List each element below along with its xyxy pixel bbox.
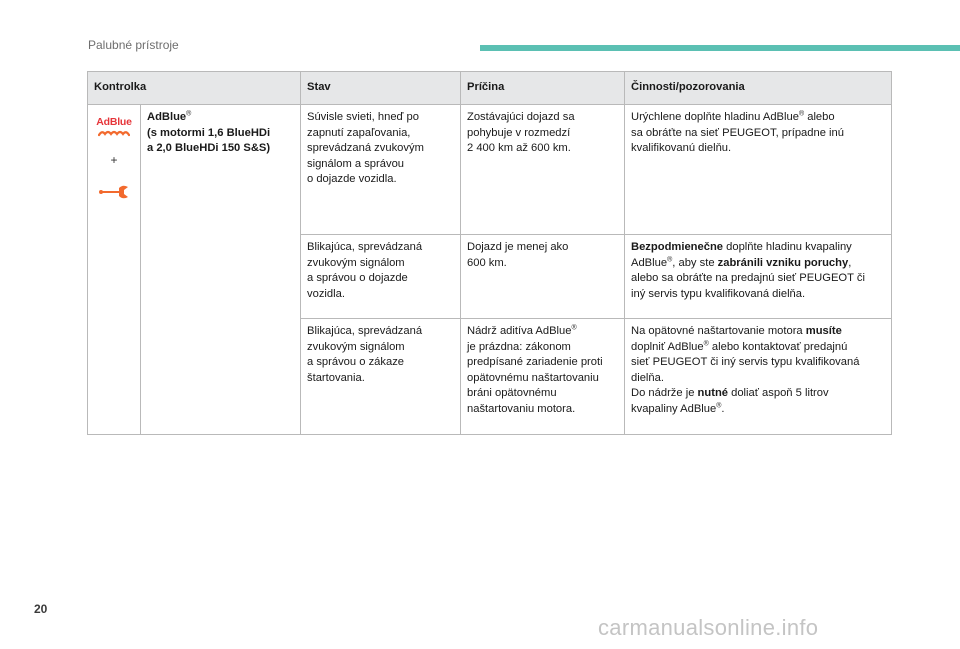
stav-cell: [301, 105, 461, 235]
pricina-line: 600 km.: [467, 256, 507, 269]
warning-lights-table: [87, 71, 892, 435]
column-header-kontrolka: Kontrolka: [88, 72, 301, 105]
cinnosti-text: Do nádrže je: [631, 387, 698, 400]
section-accent-bar: [480, 45, 960, 51]
table-header-row: [88, 72, 892, 105]
cinnosti-text: iný servis typu kvalifikovaná dielňa.: [631, 287, 806, 300]
column-header-cinnosti: Činnosti/pozorovania: [625, 72, 892, 105]
cinnosti-text: alebo sa obráťte na predajnú sieť PEUGEOT či: [631, 272, 865, 285]
cinnosti-text: AdBlue: [631, 256, 668, 269]
stav-line: Blikajúca, sprevádzaná: [307, 325, 423, 337]
indicator-icon-cell: [88, 105, 141, 435]
registered-mark: ®: [703, 339, 709, 347]
stav-line: a správou o dojazde: [307, 272, 408, 285]
column-header-pricina: Príčina: [461, 72, 625, 105]
stav-cell: [301, 319, 461, 435]
pricina-line: Zostávajúci dojazd sa: [467, 111, 575, 123]
pricina-cell: [461, 105, 625, 235]
cinnosti-text: Na opätovné naštartovanie motora: [631, 325, 806, 337]
pricina-line: bráni opätovnému: [467, 387, 557, 400]
stav-line: Súvisle svieti, hneď po: [307, 111, 419, 123]
stav-line: zvukovým signálom: [307, 256, 405, 269]
pricina-line: je prázdna: zákonom: [467, 340, 571, 353]
stav-line: a správou o zákaze: [307, 356, 405, 369]
table-row: [88, 105, 892, 235]
pricina-cell: [461, 319, 625, 435]
stav-line: signálom a správou: [307, 157, 405, 170]
pricina-line: pohybuje v rozmedzí: [467, 126, 571, 139]
stav-cell: [301, 235, 461, 319]
pricina-cell: [461, 235, 625, 319]
registered-mark: ®: [571, 324, 577, 332]
stav-line: vozidla.: [307, 287, 345, 300]
registered-mark: ®: [798, 110, 805, 118]
page-number: 20: [34, 602, 48, 616]
adblue-wave-icon: [98, 129, 130, 137]
adblue-logo-text: AdBlue: [96, 116, 132, 128]
pricina-line: opätovnému naštartovaniu: [467, 371, 599, 384]
cinnosti-text: , aby ste: [672, 256, 718, 269]
stav-line: zvukovým signálom: [307, 340, 405, 353]
cinnosti-text: doliať aspoň 5 litrov: [728, 387, 829, 400]
cinnosti-cell: [625, 105, 892, 235]
cinnosti-text: alebo kontaktovať predajnú: [708, 340, 848, 353]
engine-note-line1: (s motormi 1,6 BlueHDi: [147, 126, 271, 139]
cinnosti-text: kvapaliny AdBlue: [631, 402, 717, 415]
cinnosti-emphasis: zabránili vzniku poruchy: [717, 256, 849, 269]
registered-mark: ®: [186, 110, 192, 118]
pricina-line: Dojazd je menej ako: [467, 241, 569, 253]
plus-sign: +: [110, 153, 118, 167]
column-header-stav: Stav: [301, 72, 461, 105]
engine-note-line2: a 2,0 BlueHDi 150 S&S): [147, 142, 271, 155]
stav-line: o dojazde vozidla.: [307, 173, 397, 186]
cinnosti-text: Urýchlene doplňte hladinu AdBlue: [631, 111, 799, 123]
cinnosti-text: dielňa.: [631, 371, 664, 384]
stav-line: sprevádzaná zvukovým: [307, 142, 424, 155]
watermark: carmanualsonline.info: [598, 615, 819, 640]
cinnosti-cell: [625, 235, 892, 319]
pricina-line: naštartovaniu motora.: [467, 402, 576, 415]
indicator-name-cell: [141, 105, 301, 435]
stav-line: Blikajúca, sprevádzaná: [307, 241, 423, 253]
cinnosti-text: sieť PEUGEOT či iný servis typu kvalifikovaná: [631, 356, 860, 369]
cinnosti-cell: [625, 319, 892, 435]
wrench-icon: [99, 185, 129, 199]
pricina-line: Nádrž aditíva AdBlue: [467, 325, 572, 337]
cinnosti-emphasis: nutné: [697, 387, 728, 400]
registered-mark: ®: [667, 255, 673, 263]
cinnosti-text: kvalifikovanú dielňu.: [631, 142, 732, 155]
cinnosti-text: alebo: [804, 111, 835, 123]
stav-line: štartovania.: [307, 371, 365, 384]
cinnosti-emphasis: musíte: [805, 325, 842, 337]
cinnosti-text: sa obráťte na sieť PEUGEOT, prípadne inú: [631, 126, 844, 139]
stav-line: zapnutí zapaľovania,: [307, 126, 411, 139]
cinnosti-text: doplňte hladinu kvapaliny: [723, 241, 852, 253]
pricina-line: 2 400 km až 600 km.: [467, 142, 571, 155]
section-title: Palubné prístroje: [88, 38, 179, 52]
cinnosti-text: ,: [848, 256, 852, 269]
registered-mark: ®: [716, 402, 722, 410]
indicator-name: AdBlue: [147, 111, 187, 123]
pricina-line: predpísané zariadenie proti: [467, 356, 603, 369]
cinnosti-text: doplniť AdBlue: [631, 340, 704, 353]
cinnosti-emphasis: Bezpodmienečne: [631, 241, 724, 253]
cinnosti-text: .: [721, 402, 725, 415]
adblue-warning-icon: [94, 117, 134, 137]
